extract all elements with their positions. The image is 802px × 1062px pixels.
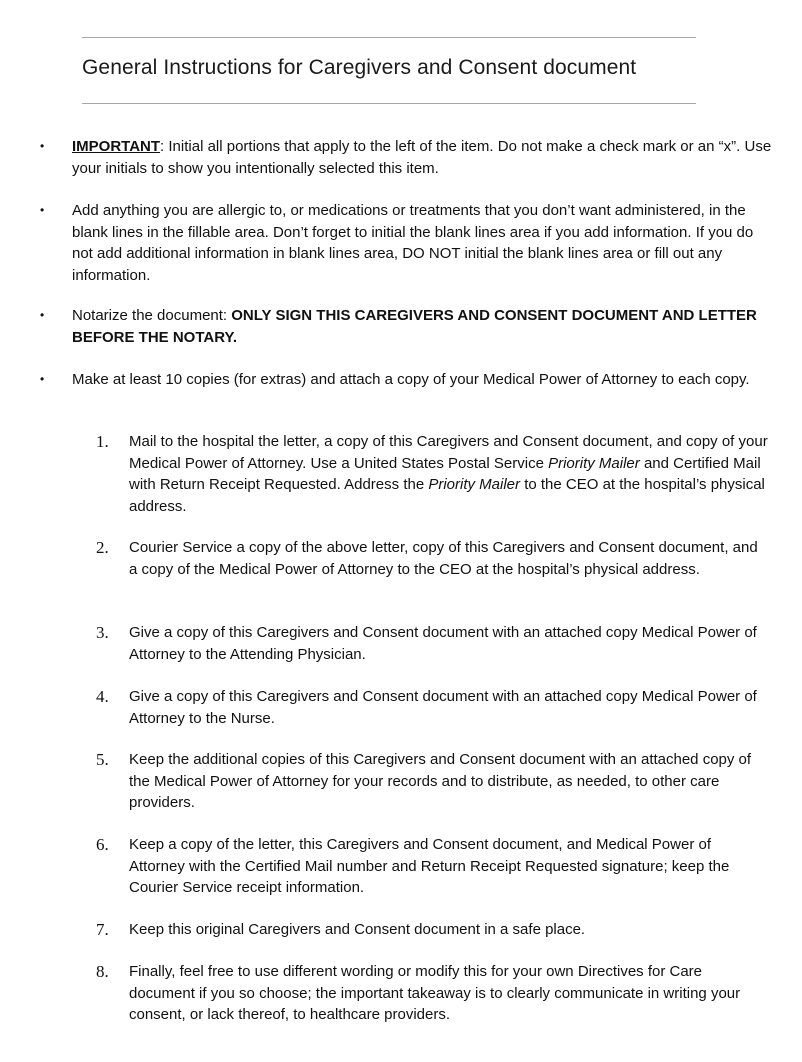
step-number: 4. [96, 687, 109, 706]
important-label: IMPORTANT [72, 138, 161, 155]
step-number: 2. [96, 538, 109, 557]
bullet-marker: • [40, 308, 45, 322]
title-bottom-rule [82, 103, 696, 104]
notary-warning: ONLY SIGN THIS CAREGIVERS AND CONSENT DOCUMENT AND LETTER BEFORE THE NOTARY. [72, 307, 757, 346]
step-number: 8. [96, 962, 109, 981]
step-number: 1. [96, 432, 109, 451]
bullet-text: Notarize the document: ONLY SIGN THIS CAREGIVERS AND CONSENT DOCUMENT AND LETTER BEFORE THE NOTARY. [72, 307, 757, 346]
step-text: Mail to the hospital the letter, a copy of this Caregivers and Consent document, and copy of your Medical Power of Attorney. Use a United States Postal Service Priority Mailer and Certified Mail with Return Receipt Requested. Address the Priority Mailer to the CEO at the hospital’s physical address. [129, 433, 768, 515]
step-number: 3. [96, 623, 109, 642]
step-number: 5. [96, 750, 109, 769]
bullet-marker: • [40, 139, 45, 153]
bullet-text: Make at least 10 copies (for extras) and attach a copy of your Medical Power of Attorney to each copy. [72, 371, 750, 388]
bullet-text: IMPORTANT: Initial all portions that apply to the left of the item. Do not make a check mark or an “x”. Use your initials to show you intentionally selected this item. [72, 138, 772, 177]
bullet-text: Add anything you are allergic to, or medications or treatments that you don’t want administered, in the blank lines in the fillable area. Don’t forget to initial the blank lines area if you add information. If you do not add additional information in blank lines area, DO NOT initial the blank lines area or fill out any information. [72, 202, 754, 284]
step-text: Keep the additional copies of this Caregivers and Consent document with an attached copy of the Medical Power of Attorney for your records and to distribute, as needed, to other care providers. [129, 751, 752, 811]
step-text: Keep this original Caregivers and Consent document in a safe place. [129, 921, 586, 938]
step-text: Give a copy of this Caregivers and Consent document with an attached copy Medical Power of Attorney to the Nurse. [129, 688, 757, 727]
step-text: Courier Service a copy of the above letter, copy of this Caregivers and Consent document, and a copy of the Medical Power of Attorney to the CEO at the hospital’s physical address. [129, 539, 758, 578]
step-text: Give a copy of this Caregivers and Consent document with an attached copy Medical Power of Attorney to the Attending Physician. [129, 624, 757, 663]
step-number: 6. [96, 835, 109, 854]
step-number: 7. [96, 920, 109, 939]
title-top-rule [82, 37, 696, 38]
step-text: Keep a copy of the letter, this Caregivers and Consent document, and Medical Power of Attorney with the Certified Mail number and Return Receipt Requested signature; keep the Courier Service receipt information. [129, 836, 730, 896]
bullet-marker: • [40, 203, 45, 217]
document-title: General Instructions for Caregivers and Consent document [82, 56, 637, 79]
step-text: Finally, feel free to use different wording or modify this for your own Directives for Care document if you so choose; the important takeaway is to clearly communicate in writing your consent, or lack thereof, to healthcare providers. [129, 963, 741, 1023]
bullet-marker: • [40, 372, 45, 386]
